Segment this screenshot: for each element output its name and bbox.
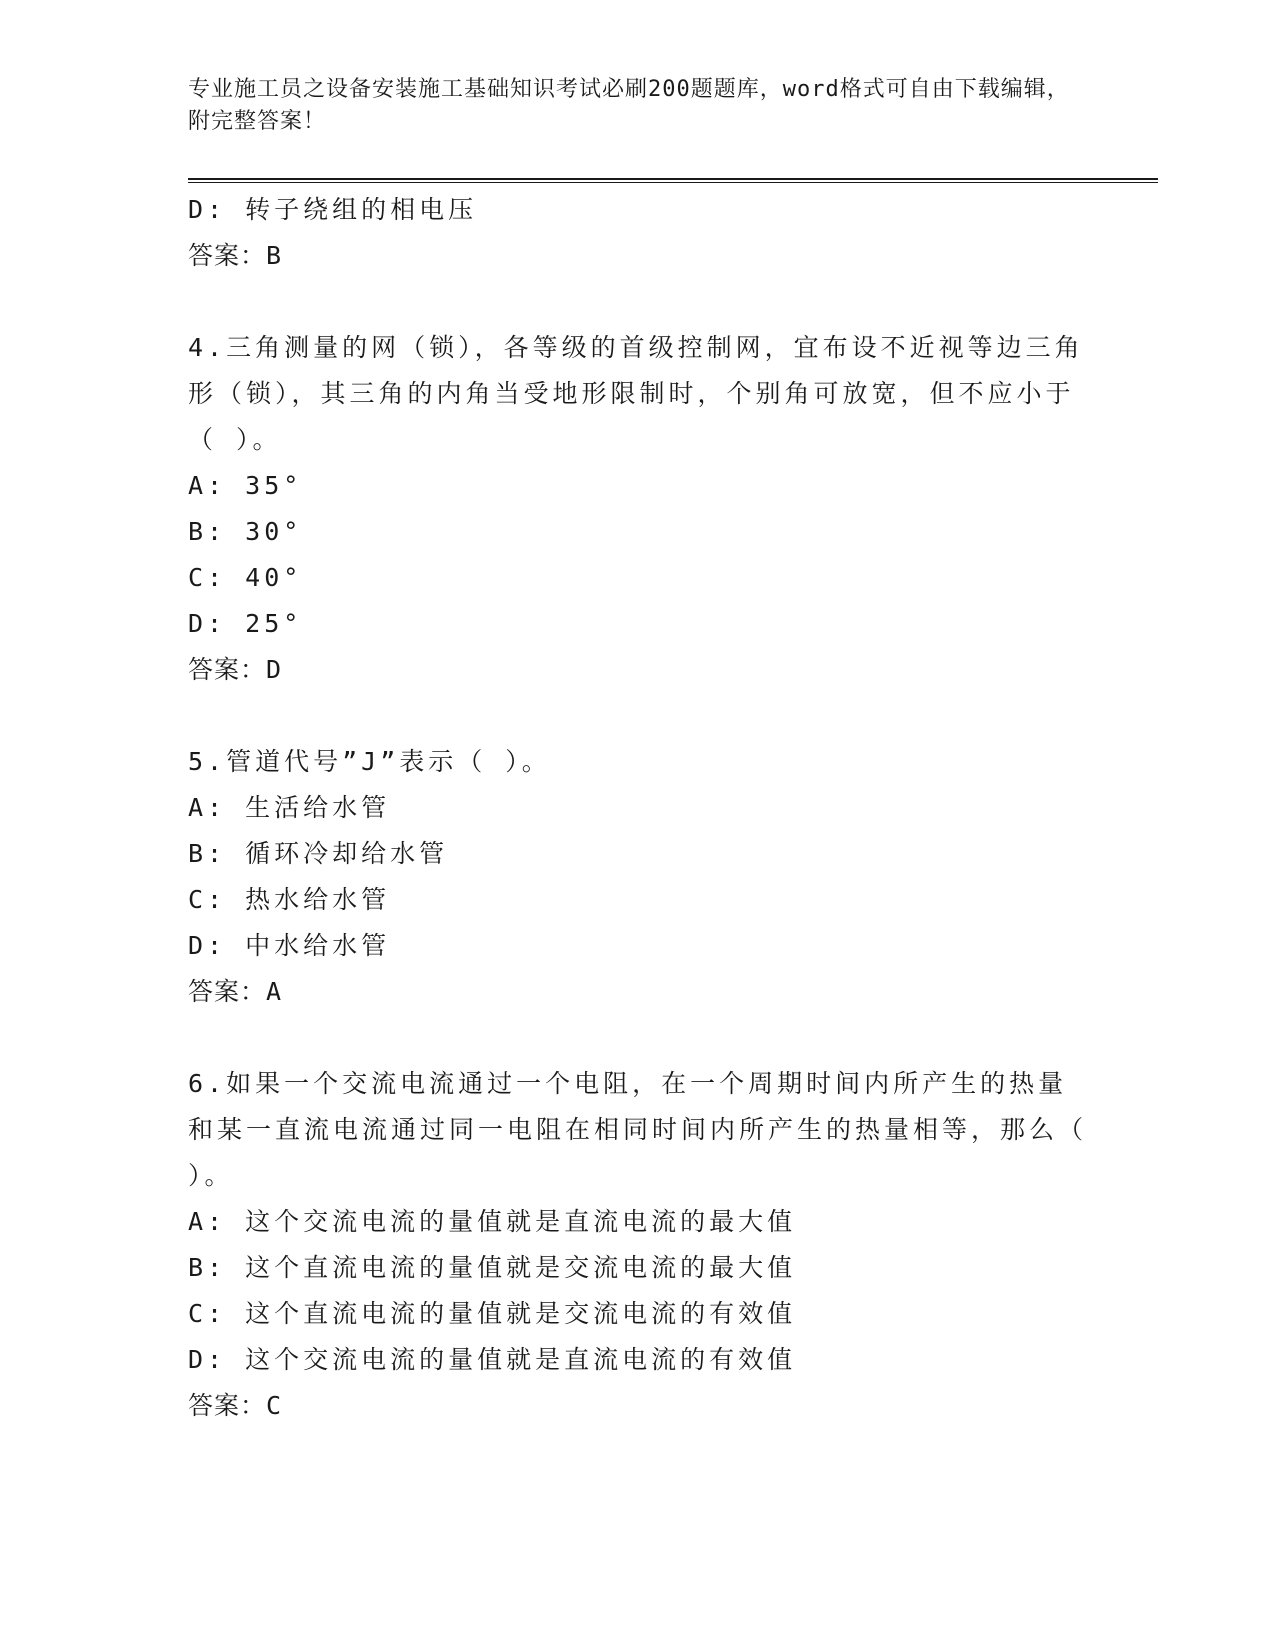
question-block-6 (188, 1061, 1088, 1429)
option-d: D: 中水给水管 (188, 931, 391, 960)
answer-value: A (266, 977, 283, 1006)
spacer (188, 1015, 1088, 1061)
previous-answer (188, 233, 1088, 279)
answer-label: 答案： (188, 1391, 267, 1420)
question-block-5 (188, 739, 1088, 1015)
answer-label: 答案： (188, 977, 267, 1006)
question-stem: 6.如果一个交流电流通过一个电阻，在一个周期时间内所产生的热量和某一直流电流通过同一电阻在相同时间内所产生的热量相等，那么（ ）。 (188, 1069, 1088, 1190)
answer (188, 969, 1088, 1015)
option-d: D: 25° (188, 609, 303, 638)
document-header: 专业施工员之设备安装施工基础知识考试必刷200题题库，word格式可自由下载编辑，附完整答案！ (188, 77, 1070, 134)
answer-label: 答案： (188, 655, 267, 684)
option-c: C: 热水给水管 (188, 885, 391, 914)
spacer (188, 279, 1088, 325)
option-a: A: 这个交流电流的量值就是直流电流的最大值 (188, 1207, 797, 1236)
header-divider (188, 178, 1158, 183)
previous-option-d: D: 转子绕组的相电压 (188, 195, 478, 224)
document-body (188, 187, 1088, 1429)
question-stem: 5.管道代号”J”表示（ ）。 (188, 747, 551, 776)
answer-label: 答案： (188, 241, 267, 270)
spacer (188, 693, 1088, 739)
answer (188, 647, 1088, 693)
answer (188, 1383, 1088, 1429)
option-d: D: 这个交流电流的量值就是直流电流的有效值 (188, 1345, 797, 1374)
option-c: C: 40° (188, 563, 303, 592)
option-a: A: 生活给水管 (188, 793, 391, 822)
question-block-4 (188, 325, 1088, 693)
answer-value: D (266, 655, 283, 684)
option-a: A: 35° (188, 471, 303, 500)
option-b: B: 30° (188, 517, 303, 546)
question-stem: 4.三角测量的网（锁），各等级的首级控制网，宜布设不近视等边三角形（锁），其三角的内角当受地形限制时，个别角可放宽，但不应小于（ ）。 (188, 333, 1084, 454)
answer-value: B (266, 241, 283, 270)
option-b: B: 循环冷却给水管 (188, 839, 449, 868)
option-c: C: 这个直流电流的量值就是交流电流的有效值 (188, 1299, 797, 1328)
answer-value: C (266, 1391, 283, 1420)
option-b: B: 这个直流电流的量值就是交流电流的最大值 (188, 1253, 797, 1282)
